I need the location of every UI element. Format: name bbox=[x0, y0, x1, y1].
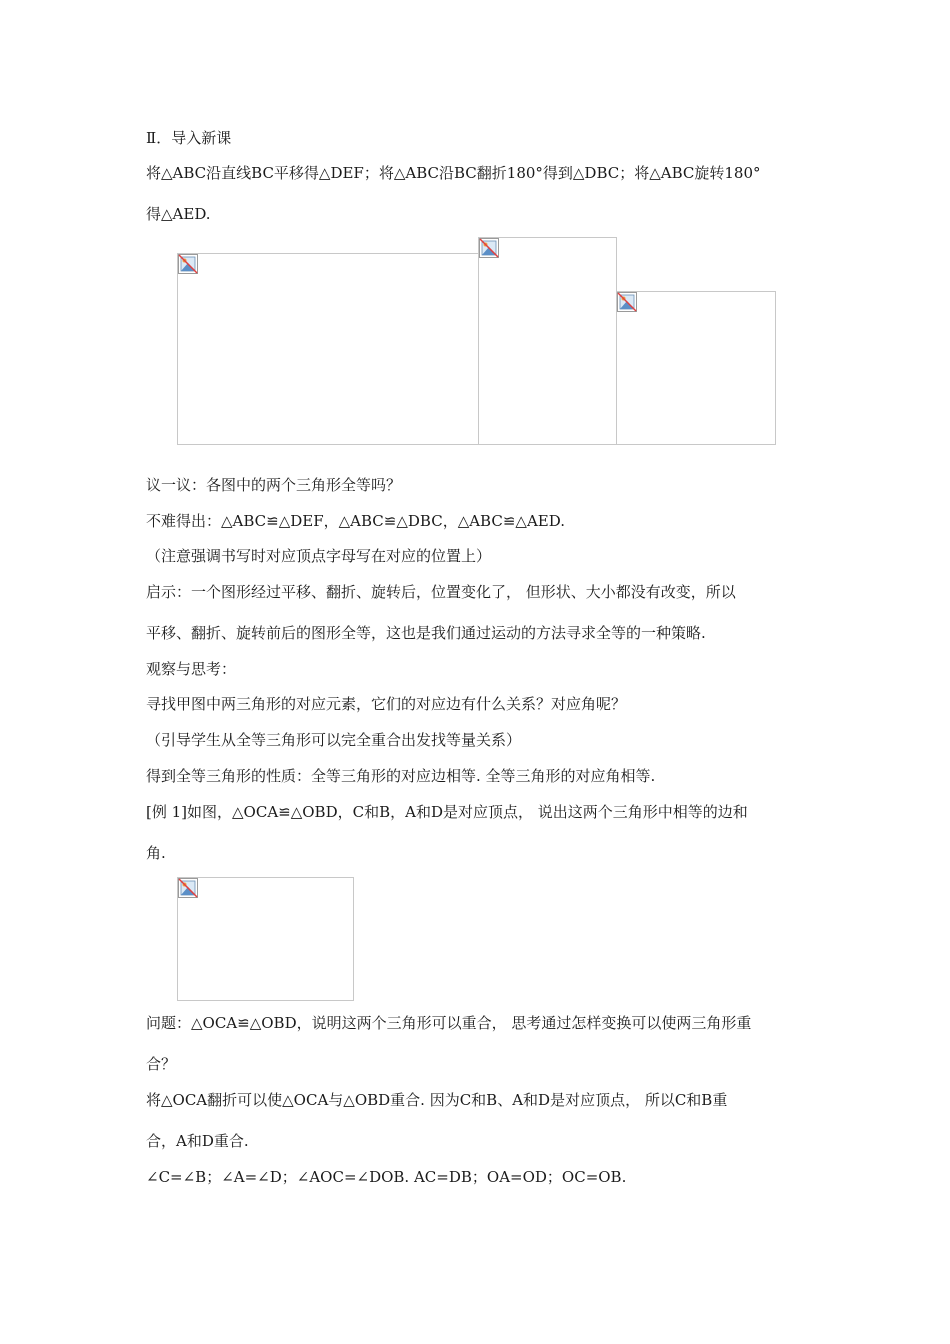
example-line-1: [例 1]如图，△OCA≌△OBD，C和B，A和D是对应顶点， 说出这两个三角形中相等的边和 bbox=[146, 803, 748, 821]
broken-image-icon bbox=[479, 238, 499, 258]
intro-line-2: 得△AED. bbox=[146, 205, 211, 223]
discuss-question: 议一议：各图中的两个三角形全等吗？ bbox=[146, 476, 402, 494]
example-line-2: 角. bbox=[146, 844, 166, 862]
broken-image-icon bbox=[178, 878, 198, 898]
problem-answer-3: ∠C=∠B；∠A=∠D；∠AOC=∠DOB. AC=DB；OA=OD；OC=OB. bbox=[146, 1168, 627, 1186]
problem-answer-1: 将△OCA翻折可以使△OCA与△OBD重合. 因为C和B、A和D是对应顶点， 所以C和B重 bbox=[146, 1091, 728, 1109]
broken-image-icon bbox=[178, 254, 198, 274]
figure-image-3 bbox=[616, 291, 776, 445]
observe-guide: （引导学生从全等三角形可以完全重合出发找等量关系） bbox=[146, 731, 522, 749]
discuss-note: （注意强调书写时对应顶点字母写在对应的位置上） bbox=[146, 547, 492, 565]
observe-title: 观察与思考： bbox=[146, 660, 237, 678]
section-heading: Ⅱ．导入新课 bbox=[146, 129, 232, 147]
observe-result: 得到全等三角形的性质：全等三角形的对应边相等. 全等三角形的对应角相等. bbox=[146, 767, 656, 785]
problem-answer-2: 合，A和D重合. bbox=[146, 1132, 249, 1150]
observe-question: 寻找甲图中两三角形的对应元素，它们的对应边有什么关系？对应角呢？ bbox=[146, 695, 627, 713]
problem-question-2: 合？ bbox=[146, 1055, 177, 1073]
hint-line-2: 平移、翻折、旋转前后的图形全等，这也是我们通过运动的方法寻求全等的一种策略. bbox=[146, 624, 706, 642]
example-figure-image bbox=[177, 877, 354, 1001]
hint-line-1: 启示：一个图形经过平移、翻折、旋转后，位置变化了， 但形状、大小都没有改变，所以 bbox=[146, 583, 736, 601]
problem-question-1: 问题：△OCA≌△OBD，说明这两个三角形可以重合， 思考通过怎样变换可以使两三角形重 bbox=[146, 1014, 752, 1032]
intro-line-1: 将△ABC沿直线BC平移得△DEF；将△ABC沿BC翻折180°得到△DBC；将△ABC旋转180° bbox=[146, 164, 761, 182]
broken-image-icon bbox=[617, 292, 637, 312]
figure-image-1 bbox=[177, 253, 479, 445]
discuss-answer: 不难得出：△ABC≌△DEF，△ABC≌△DBC，△ABC≌△AED. bbox=[146, 512, 565, 530]
figure-image-2 bbox=[478, 237, 617, 445]
